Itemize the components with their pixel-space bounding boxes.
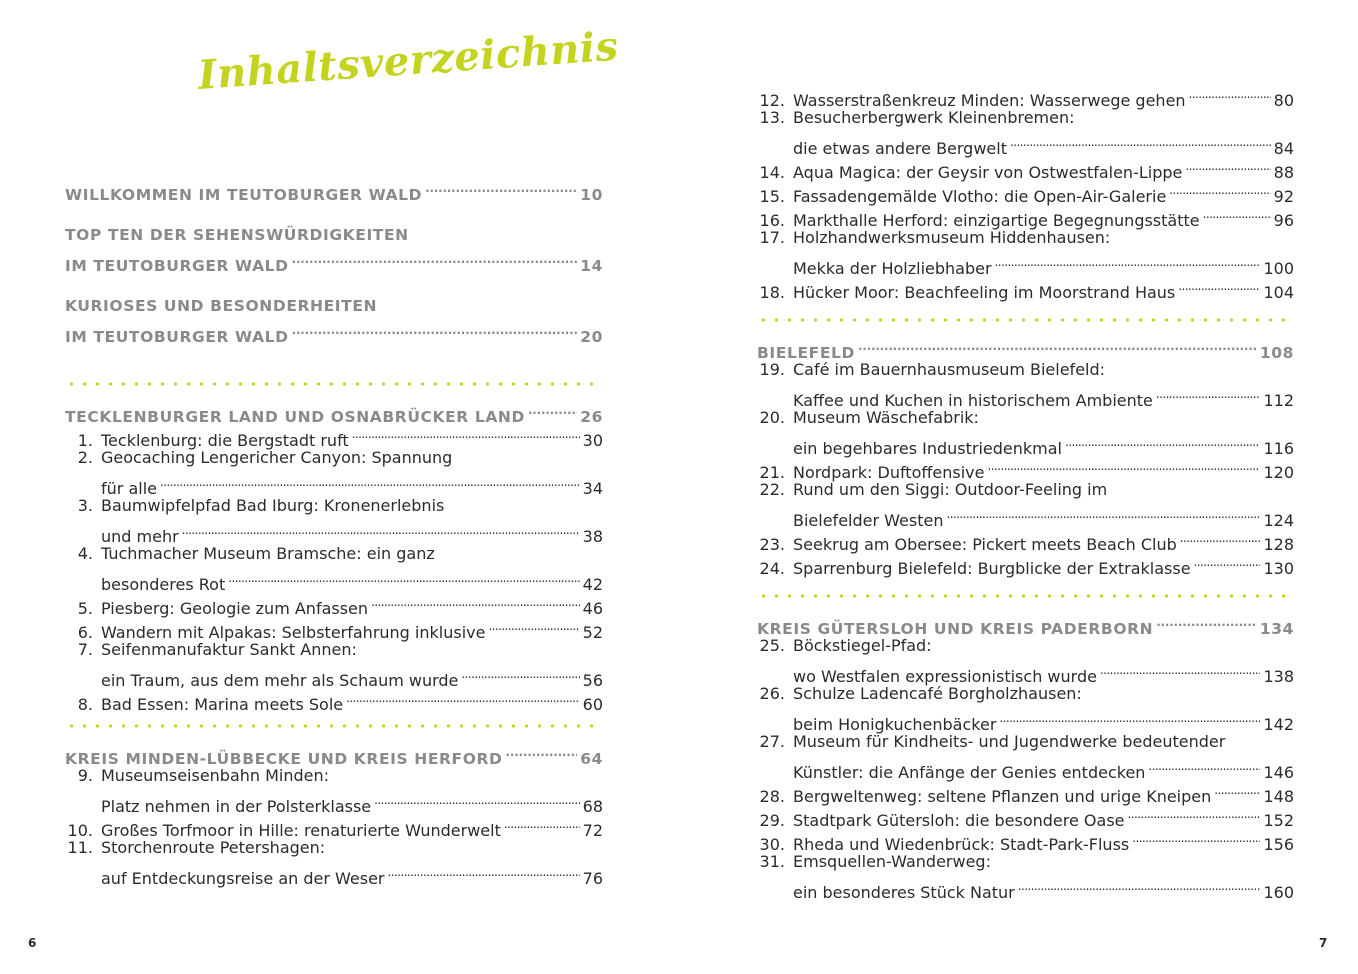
entry-text: Kaffee und Kuchen in historischem Ambiente [793,391,1153,410]
entry-text: Besucherbergwerk Kleinenbremen: [793,108,1075,127]
toc-entry-line [65,446,603,470]
section-heading-text: KREIS MINDEN-LÜBBECKE UND KREIS HERFORD [65,750,503,768]
dot-leader [488,614,579,638]
entry-page-number: 104 [1263,283,1294,302]
entry-page-number: 148 [1263,787,1294,806]
entry-text: Böckstiegel-Pfad: [793,636,932,655]
entry-number: 30. [759,835,785,854]
entry-number [65,867,101,891]
toc-entry-line [757,730,1294,754]
entry-text: und mehr [101,527,179,546]
entry-text: Aqua Magica: der Geysir von Ostwestfalen-Lippe [793,163,1183,182]
entry-page-number: 34 [582,479,603,498]
dot-leader [1194,550,1261,574]
entry-page-number: 10 [580,186,603,204]
dot-leader [1214,778,1260,802]
toc-section [757,610,1294,902]
entry-number: 15. [759,187,785,206]
dot-leader [528,398,577,422]
entry-text: Großes Torfmoor in Hille: renaturierte Wunderwelt [101,821,501,840]
section-heading-text: TECKLENBURGER LAND UND OSNABRÜCKER LAND [65,408,525,426]
entry-text: besonderes Rot [101,575,226,594]
entry-number: 22. [759,480,785,499]
toc-section [65,398,603,714]
entry-page-number: 146 [1263,763,1294,782]
entry-text: Rund um den Siggi: Outdoor-Feeling im [793,480,1108,499]
entry-number: 16. [759,211,785,230]
dot-leader [1132,826,1260,850]
toc-entry-line[interactable] [65,470,603,498]
toc-entry-line [757,682,1294,706]
entry-page-number: 88 [1273,163,1294,182]
dot-leader [292,247,578,271]
entry-text: ein besonderes Stück Natur [793,883,1015,902]
dot-leader [1156,382,1261,406]
dot-leader [1018,874,1261,898]
toc-entry-line [757,226,1294,250]
entry-page-number: 128 [1263,535,1294,554]
dot-leader [425,176,577,200]
entry-text: Baumwipfelpfad Bad Iburg: Kronenerlebnis [101,496,445,515]
entry-number: 12. [759,91,785,110]
entry-number: 3. [77,496,93,515]
dot-leader [1100,658,1261,682]
section-heading-text: KREIS GÜTERSLOH UND KREIS PADERBORN [757,620,1154,638]
entry-number [65,795,101,819]
toc-entry-line[interactable] [65,860,603,888]
entry-number: 28. [759,787,785,806]
toc-entry-line[interactable] [757,250,1294,278]
toc-entry-line[interactable] [65,788,603,816]
entry-page-number: 92 [1273,187,1294,206]
entry-text: Nordpark: Duftoffensive [793,463,985,482]
entry-number: 19. [759,360,785,379]
section-heading[interactable] [757,610,1294,638]
entry-text: Piesberg: Geologie zum Anfassen [101,599,369,618]
entry-number: 18. [759,283,785,302]
dot-leader [374,788,579,812]
toc-right-column [757,82,1294,902]
entry-text: Café im Bauernhausmuseum Bielefeld: [793,360,1106,379]
entry-text: Bielefelder Westen [793,511,944,530]
dot-leader [352,422,580,446]
dot-leader [1128,802,1261,826]
dotted-divider [65,724,603,728]
entry-number: 5. [77,599,93,618]
entry-text: Hücker Moor: Beachfeeling im Moorstrand Haus [793,283,1176,302]
dot-leader [995,250,1261,274]
entry-page-number: 100 [1263,259,1294,278]
dot-leader [182,518,580,542]
entry-page-number: 142 [1263,715,1294,734]
dot-leader [388,860,580,884]
entry-text: Museumseisenbahn Minden: [101,766,330,785]
entry-text: beim Honigkuchenbäcker [793,715,997,734]
section-heading [65,223,603,247]
toc-section [757,334,1294,578]
entry-text: Seekrug am Obersee: Pickert meets Beach Club [793,535,1177,554]
toc-entry-line[interactable] [757,706,1294,734]
entry-number: 9. [77,766,93,785]
dot-leader [1065,430,1260,454]
toc-entry-line[interactable] [757,82,1294,110]
entry-number: 31. [759,852,785,871]
toc-entry-line [65,638,603,662]
entry-number [65,573,101,597]
toc-heading-block [65,223,603,275]
toc-entry-line [757,358,1294,382]
entry-text: Platz nehmen in der Polsterklasse [101,797,372,816]
entry-page-number: 14 [580,257,603,275]
entry-page-number: 80 [1273,91,1294,110]
entry-text: Tecklenburg: die Bergstadt ruft [101,431,349,450]
toc-entry-line[interactable] [757,502,1294,530]
entry-number: 10. [67,821,93,840]
section-heading[interactable] [65,318,603,346]
toc-entry-line[interactable] [757,874,1294,902]
entry-number [65,669,101,693]
entry-page-number: 120 [1263,463,1294,482]
entry-number: 11. [67,838,93,857]
entry-page-number: 138 [1263,667,1294,686]
entry-page-number: 72 [582,821,603,840]
section-heading-text: IM TEUTOBURGER WALD [65,328,289,346]
entry-number: 21. [759,463,785,482]
entry-page-number: 84 [1273,139,1294,158]
entry-number: 14. [759,163,785,182]
dot-leader [946,502,1260,526]
section-heading-text: WILLKOMMEN IM TEUTOBURGER WALD [65,186,423,204]
entry-page-number: 116 [1263,439,1294,458]
toc-entry-line[interactable] [65,662,603,690]
entry-page-number: 20 [580,328,603,346]
entry-number: 7. [77,640,93,659]
entry-text: auf Entdeckungsreise an der Weser [101,869,385,888]
entry-page-number: 108 [1259,344,1294,362]
dot-leader [1010,130,1271,154]
entry-number: 2. [77,448,93,467]
section-heading[interactable] [65,740,603,768]
entry-text: Storchenroute Petershagen: [101,838,326,857]
entry-text: Bergweltenweg: seltene Pflanzen und urige Kneipen [793,787,1212,806]
entry-page-number: 38 [582,527,603,546]
entry-text: ein begehbares Industriedenkmal [793,439,1062,458]
entry-text: Schulze Ladencafé Borgholzhausen: [793,684,1082,703]
toc-entry-line [757,478,1294,502]
dot-leader [1169,178,1270,202]
section-heading-text: TOP TEN DER SEHENSWÜRDIGKEITEN [65,226,409,244]
page-number-left: 6 [28,936,37,950]
entry-text: Sparrenburg Bielefeld: Burgblicke der Extraklasse [793,559,1191,578]
dot-leader [858,334,1257,358]
toc-section-continued [757,82,1294,302]
dot-leader [987,454,1260,478]
entry-text: Mekka der Holzliebhaber [793,259,992,278]
entry-page-number: 156 [1263,835,1294,854]
dot-leader [160,470,580,494]
toc-entry-line [65,542,603,566]
section-heading-text: IM TEUTOBURGER WALD [65,257,289,275]
entry-text: Wandern mit Alpakas: Selbsterfahrung inklusive [101,623,486,642]
section-heading-text: KURIOSES UND BESONDERHEITEN [65,297,378,315]
dot-leader [1180,526,1261,550]
entry-page-number: 64 [580,750,603,768]
entry-text: die etwas andere Bergwelt [793,139,1007,158]
dotted-divider [757,318,1294,322]
entry-text: Museum Wäschefabrik: [793,408,979,427]
entry-number [757,137,793,161]
entry-number: 4. [77,544,93,563]
dot-leader [292,318,578,342]
entry-number: 27. [759,732,785,751]
entry-text: Wasserstraßenkreuz Minden: Wasserwege gehen [793,91,1186,110]
page-title: Inhaltsverzeichnis [196,22,620,99]
entry-text: Emsquellen-Wanderweg: [793,852,991,871]
entry-page-number: 96 [1273,211,1294,230]
entry-number: 17. [759,228,785,247]
entry-page-number: 30 [582,431,603,450]
toc-entry-line[interactable] [757,130,1294,158]
dot-leader [1185,154,1270,178]
entry-page-number: 76 [582,869,603,888]
entry-page-number: 60 [582,695,603,714]
section-heading-text: BIELEFELD [757,344,855,362]
entry-text: wo Westfalen expressionistisch wurde [793,667,1097,686]
toc-entry-line[interactable] [65,566,603,594]
entry-page-number: 56 [582,671,603,690]
dot-leader [1148,754,1260,778]
entry-number: 8. [77,695,93,714]
toc-entry-line [757,106,1294,130]
toc-entry-line[interactable] [757,430,1294,458]
entry-page-number: 112 [1263,391,1294,410]
dot-leader [346,686,580,710]
entry-number: 20. [759,408,785,427]
entry-text: Fassadengemälde Vlotho: die Open-Air-Galerie [793,187,1167,206]
entry-text: Stadtpark Gütersloh: die besondere Oase [793,811,1125,830]
dot-leader [506,740,578,764]
toc-entry-line[interactable] [757,754,1294,782]
entry-text: Markthalle Herford: einzigartige Begegnungsstätte [793,211,1200,230]
dot-leader [1156,610,1257,634]
entry-text: Bad Essen: Marina meets Sole [101,695,344,714]
entry-number [757,257,793,281]
entry-page-number: 46 [582,599,603,618]
toc-section [65,740,603,888]
dot-leader [1189,82,1271,106]
entry-number: 6. [77,623,93,642]
dot-leader [1178,274,1260,298]
entry-number [757,437,793,461]
entry-page-number: 68 [582,797,603,816]
entry-text: Rheda und Wiedenbrück: Stadt-Park-Fluss [793,835,1130,854]
entry-text: für alle [101,479,157,498]
entry-page-number: 124 [1263,511,1294,530]
entry-page-number: 26 [580,408,603,426]
entry-page-number: 52 [582,623,603,642]
toc-heading-block [65,176,603,204]
section-heading[interactable] [65,176,603,204]
entry-page-number: 160 [1263,883,1294,902]
entry-text: Holzhandwerksmuseum Hiddenhausen: [793,228,1111,247]
dotted-divider [65,382,603,386]
entry-text: Seifenmanufaktur Sankt Annen: [101,640,357,659]
entry-number: 23. [759,535,785,554]
toc-entry-line[interactable] [757,658,1294,686]
dot-leader [1203,202,1271,226]
toc-entry-line[interactable] [65,518,603,546]
entry-number [757,761,793,785]
entry-text: Museum für Kindheits- und Jugendwerke bedeutender [793,732,1226,751]
section-heading[interactable] [65,247,603,275]
entry-text: Künstler: die Anfänge der Genies entdecken [793,763,1146,782]
entry-text: Tuchmacher Museum Bramsche: ein ganz [101,544,435,563]
entry-page-number: 130 [1263,559,1294,578]
dot-leader [461,662,579,686]
section-heading[interactable] [757,334,1294,362]
toc-left-column [65,176,603,888]
entry-page-number: 152 [1263,811,1294,830]
entry-number: 29. [759,811,785,830]
toc-entry-line[interactable] [757,382,1294,410]
section-heading [65,294,603,318]
dot-leader [371,590,580,614]
dot-leader [228,566,579,590]
toc-entry-line [65,494,603,518]
entry-number [757,881,793,905]
entry-number: 26. [759,684,785,703]
entry-text: ein Traum, aus dem mehr als Schaum wurde [101,671,459,690]
dot-leader [999,706,1260,730]
page-number-right: 7 [1319,936,1328,950]
entry-number: 24. [759,559,785,578]
entry-number: 25. [759,636,785,655]
toc-heading-block [65,294,603,346]
section-heading[interactable] [65,398,603,426]
entry-number: 13. [759,108,785,127]
entry-number [757,509,793,533]
entry-number: 1. [77,431,93,450]
entry-text: Geocaching Lengericher Canyon: Spannung [101,448,453,467]
dot-leader [504,812,580,836]
entry-page-number: 42 [582,575,603,594]
dotted-divider [757,594,1294,598]
entry-page-number: 134 [1259,620,1294,638]
